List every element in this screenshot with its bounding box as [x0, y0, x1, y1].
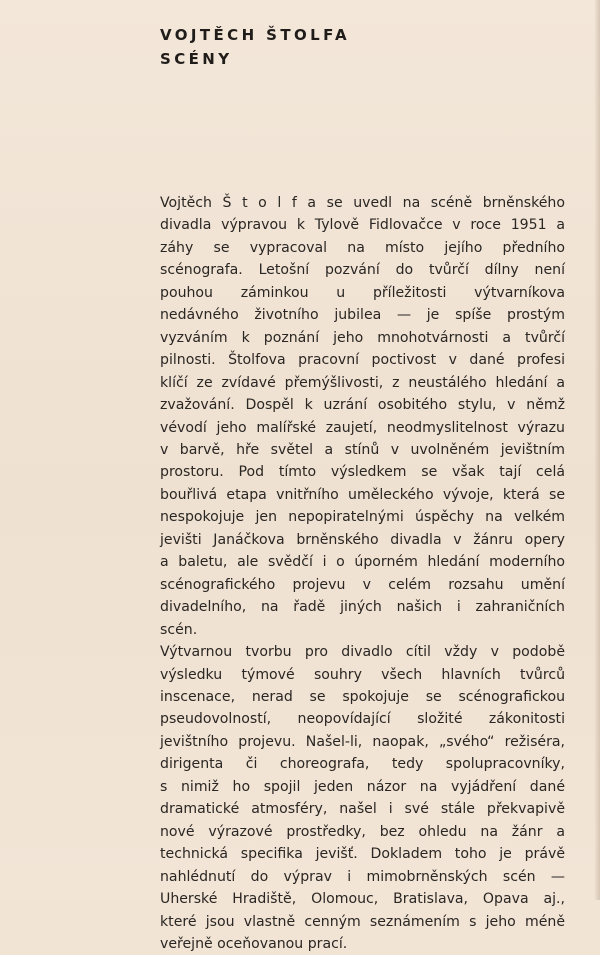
author-name: VOJTĚCH ŠTOLFA	[160, 26, 351, 44]
text-line: vévodí jeho malířské zaujetí, neodmyslitelnost výrazu	[160, 419, 565, 436]
text-line: technická specifika jevišť. Dokladem toho je právě	[160, 846, 565, 863]
text-line: jevišti Janáčkova brněnského divadla v žánru opery	[160, 531, 565, 548]
body-text	[160, 192, 565, 955]
text-line: Vojtěch Š t o l f a se uvedl na scéně brněnského	[160, 195, 565, 211]
page-edge-shadow	[594, 0, 600, 900]
text-line: pouhou záminkou u příležitosti výtvarníkova	[160, 284, 565, 301]
text-line: prostoru. Pod tímto výsledkem se však tají celá	[160, 464, 565, 481]
text-line: nové výrazové prostředky, bez ohledu na žánr a	[160, 823, 565, 840]
text-line: dramatické atmosféry, našel i své stále překvapivě	[160, 801, 565, 818]
text-line: dirigenta či choreografa, tedy spolupracovníky,	[160, 756, 565, 773]
text-line: záhy se vypracoval na místo jejího předního	[160, 239, 565, 256]
text-line: nahlédnutí do výprav i mimobrněnských scén —	[160, 868, 565, 885]
text-line: nedávného životního jubilea — je spíše prostým	[160, 307, 565, 324]
text-line: divadelního, na řadě jiných našich i zahraničních	[160, 599, 565, 616]
title-block	[160, 23, 350, 71]
text-line: nespokojuje jen nepopiratelnými úspěchy na velkém	[160, 509, 565, 526]
text-line: zvažování. Dospěl k uzrání osobitého stylu, v němž	[160, 397, 565, 414]
text-line: scén.	[160, 621, 198, 638]
text-line: pseudovolností, neopovídající složité zákonitosti	[160, 711, 565, 728]
page-title: SCÉNY	[160, 50, 233, 68]
text-line: jevištního projevu. Našel-li, naopak, „svého“ režiséra,	[160, 733, 565, 750]
text-line: pilnosti. Štolfova pracovní poctivost v dané profesi	[160, 352, 565, 369]
text-line: klíčí ze zvídavé přemýšlivosti, z neustálého hledání a	[160, 374, 565, 391]
text-line: které jsou vlastně cenným seznámením s jeho méně	[160, 913, 565, 930]
text-line: Uherské Hradiště, Olomouc, Bratislava, Opava aj.,	[160, 891, 565, 908]
text-line: scénografického projevu v celém rozsahu umění	[160, 576, 565, 593]
text-line: vyzváním k poznání jeho mnohotvárnosti a tvůrčí	[160, 329, 565, 346]
text-line: bouřlivá etapa vnitřního uměleckého vývoje, která se	[160, 486, 565, 503]
text-line: veřejně oceňovanou prací.	[160, 935, 348, 952]
text-line: Výtvarnou tvorbu pro divadlo cítil vždy v podobě	[160, 644, 565, 661]
text-line: výsledku týmové souhry všech hlavních tvůrců	[160, 666, 565, 683]
text-line: scénografa. Letošní pozvání do tvůrčí dílny není	[160, 262, 565, 279]
text-line: inscenace, nerad se spokojuje se scénografickou	[160, 688, 565, 705]
text-line: divadla výpravou k Tylově Fidlovačce v roce 1951 a	[160, 217, 565, 234]
text-line: a baletu, ale svědčí i o úporném hledání moderního	[160, 554, 565, 571]
text-line: s nimiž ho spojil jeden názor na vyjádření dané	[160, 778, 565, 795]
text-line: v barvě, hře světel a stínů v uvolněném jevištním	[160, 441, 565, 458]
